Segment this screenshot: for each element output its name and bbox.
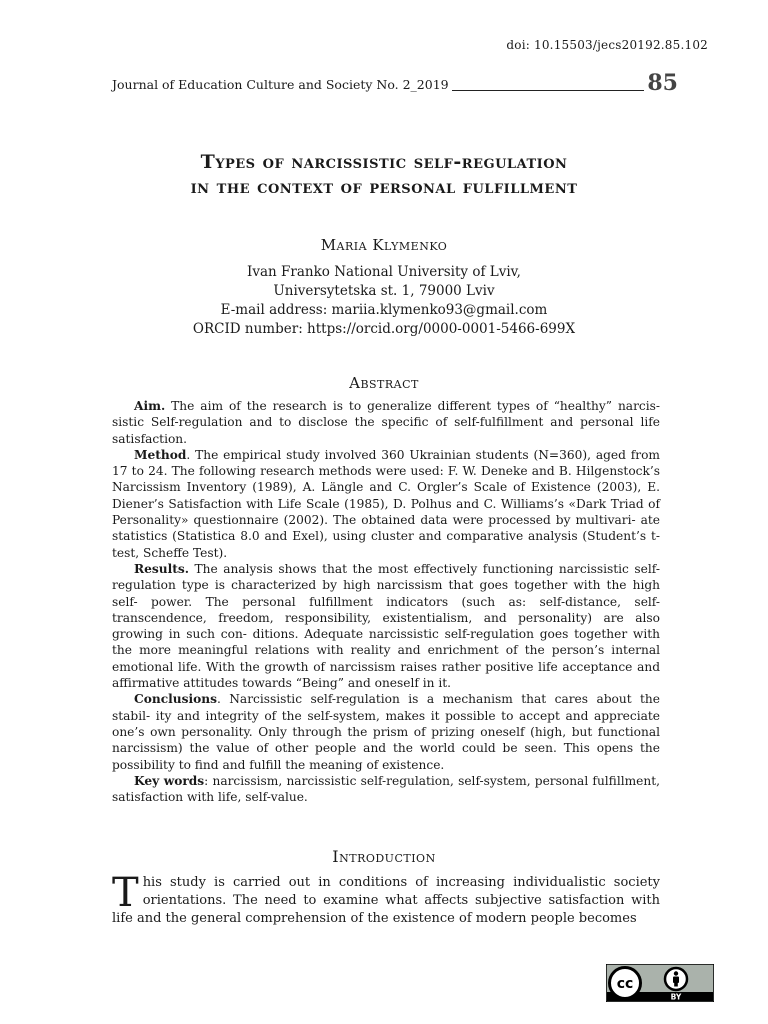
title-line-2: in the context of personal fulfillment [190, 176, 578, 198]
cc-by-license-badge[interactable] [606, 964, 714, 1002]
running-header [112, 70, 678, 96]
doi-identifier: doi: 10.15503/jecs20192.85.102 [506, 38, 708, 52]
abstract-keywords [112, 773, 660, 806]
introduction-paragraph [112, 870, 660, 928]
author-block [0, 236, 768, 339]
introduction-heading: Introduction [332, 847, 436, 866]
abstract-aim [112, 398, 660, 447]
keywords-label: Key words [134, 773, 205, 788]
author-orcid: ORCID number: https://orcid.org/0000-0001-5466-699X [192, 321, 576, 337]
abstract-heading: Abstract [349, 374, 419, 392]
author-email: E-mail address: mariia.klymenko93@gmail.com [220, 302, 548, 318]
attribution-person-icon [665, 968, 687, 990]
conclusions-text: . Narcissistic self-regulation is a mechanism that cares about the stabil- ity and integrity of the self-system, makes it possible to accept and appreciate one’s own personality. Only through the prism of prizing oneself (high, but functional narcissism) the value of other people and the world could be seen. This opens the possibility to find and fulfill the meaning of existence. [112, 692, 660, 772]
method-text: . The empirical study involved 360 Ukrainian students (N=360), aged from 17 to 24. The following research methods were used: F. W. Deneke and B. Hilgenstock’s Narcissism Inventory (1989), A. Längle and C. Orgler’s Scale of Existence (2003), E. Diener’s Satisfaction with Life Scale (1985), D. Polhus and C. Williams’s «Dark Triad of Personality» questionnaire (2002). The obtained data were processed by multivari- ate statistics (Statistica 8.0 and Exel), using cluster and comparative analysis (Student’s t-test, Scheffe Test). [112, 447, 660, 560]
keywords-text: : narcissism, narcissistic self-regulation, self-system, personal fulfillment, satisfaction with life, self-value. [112, 773, 661, 805]
conclusions-label: Conclusions [134, 692, 217, 707]
affiliation-line-2: Universytetska st. 1, 79000 Lviv [273, 283, 495, 299]
page-number: 85 [647, 70, 678, 96]
aim-text: The aim of the research is to generalize different types of “healthy” narcis- sistic Self-regulation and to disclose the specific of self-fulfillment and personal life satisfaction. [112, 399, 660, 446]
introduction-text: his study is carried out in conditions of increasing individualistic society orientations. The need to examine what affects subjective satisfaction with life and the general comprehension of the existence of modern people becomes [112, 875, 660, 926]
affiliation-line-1: Ivan Franko National University of Lviv, [247, 264, 521, 280]
abstract-method [112, 447, 660, 561]
journal-name: Journal of Education Culture and Society No. 2_2019 [112, 77, 449, 92]
title-line-1: Types of narcissistic self-regulation [200, 151, 568, 173]
abstract-conclusions [112, 691, 660, 772]
drop-cap: T [112, 870, 139, 916]
article-title [0, 150, 768, 200]
svg-text:cc: cc [616, 976, 634, 992]
abstract-body [112, 398, 660, 805]
cc-icon [610, 968, 641, 999]
results-label: Results. [134, 561, 189, 576]
aim-label: Aim. [134, 399, 166, 413]
method-label: Method [134, 447, 187, 462]
results-text: The analysis shows that the most effectively functioning narcissistic self-regulation type is characterized by high narcissism that goes together with the high self- power. The personal fulfillment indicators (such as: self-distance, self-transcendence, freedom, responsibility, existentialism, and personality) are also growing in such con- ditions. Adequate narcissistic self-regulation goes together with the more meaningful relations with reality and enrichment of the person’s internal emotional life. With the growth of narcissism raises rather positive life acceptance and affirmative attitudes towards “Being” and oneself in it. [112, 561, 660, 691]
introduction-body [112, 870, 660, 928]
license-by-label: BY [670, 992, 682, 1002]
header-rule [452, 90, 644, 91]
abstract-results [112, 561, 660, 691]
author-name: Maria Klymenko [320, 236, 448, 254]
